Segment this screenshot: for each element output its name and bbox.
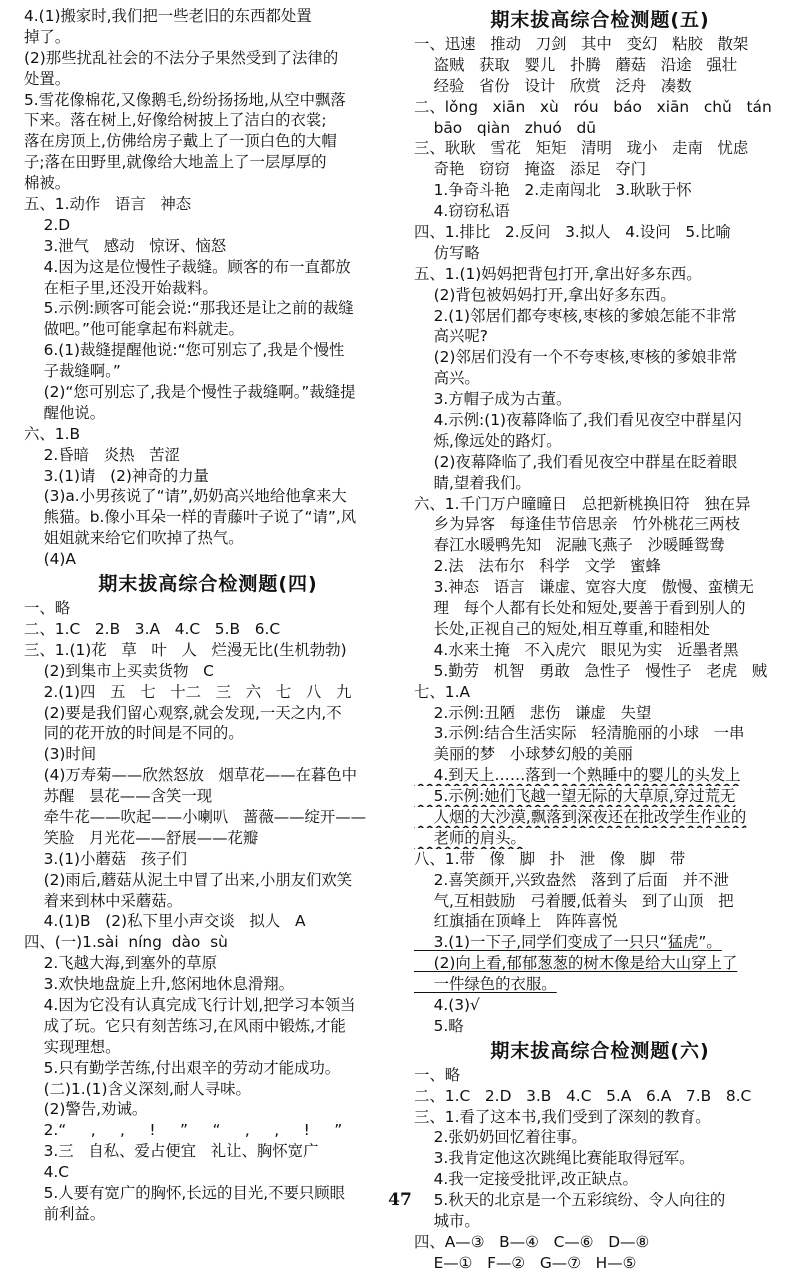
- answer-line: 三、耿耿 雪花 矩矩 清明 珑小 走南 忧虑: [414, 139, 749, 158]
- answer-line: 一、略: [414, 1065, 461, 1084]
- answer-line: 4.(1)搬家时,我们把一些老旧的东西都处置: [24, 7, 312, 25]
- answer-line: (2)要是我们留心观察,就会发现,一天之内,不: [24, 703, 342, 722]
- answer-line: 4.因为它没有认真完成飞行计划,把学习本领当: [24, 995, 356, 1014]
- answer-line: 3.(1)小蘑菇 孩子们: [24, 849, 188, 868]
- answer-line: 七、1.A: [414, 682, 470, 701]
- answer-line: (2)背包被妈妈打开,拿出好多东西。: [414, 285, 676, 304]
- answer-line: 下来。落在树上,好像给树披上了洁白的衣裳;: [24, 111, 327, 130]
- answer-line: 6.(1)裁缝提醒他说:“您可别忘了,我是个慢性: [24, 341, 345, 360]
- answer-line: 牵牛花——吹起——小喇叭 蔷薇——绽开——: [24, 807, 367, 826]
- answer-line: (3)a.小男孩说了“请”,奶奶高兴地给他拿来大: [24, 487, 347, 506]
- answer-line: 1.争奇斗艳 2.走南闯北 3.耿耿于怀: [414, 181, 692, 200]
- section-title: 期末拔高综合检测题(五): [490, 9, 710, 31]
- answer-line: 着来到林中采蘑菇。: [24, 891, 183, 910]
- answer-line: 5.示例:她们飞越一望无际的大草原,穿过荒无: [414, 787, 736, 806]
- answer-line: (2)“您可别忘了,我是个慢性子裁缝啊。”裁缝提: [24, 383, 356, 402]
- answer-line: 二、1.C 2.D 3.B 4.C 5.A 6.A 7.B 8.C: [414, 1086, 752, 1105]
- answer-line: 四、(一)1.sài níng dào sù: [24, 933, 228, 952]
- answer-line: 同的花开放的时间是不同的。: [24, 724, 244, 743]
- answer-line: 2.示例:丑陋 悲伤 谦虚 失望: [414, 703, 652, 722]
- answer-line: 实现理想。: [24, 1037, 121, 1056]
- answer-line: 2.张奶奶回忆着往事。: [414, 1128, 587, 1147]
- answer-line: 2.“ , , ! ” “ , , ! ”: [24, 1121, 343, 1140]
- answer-line: 城市。: [414, 1211, 480, 1230]
- answer-line: 八、1.带 像 脚 扑 泄 像 脚 带: [414, 849, 686, 868]
- answer-line: (2)警告,劝诫。: [24, 1100, 148, 1119]
- answer-line: 三、1.(1)花 草 叶 人 烂漫无比(生机勃勃): [24, 640, 347, 659]
- answer-line: 子裁缝啊。”: [24, 362, 121, 381]
- answer-line: 高兴。: [414, 369, 480, 388]
- answer-line: 红旗插在顶峰上 阵阵喜悦: [414, 912, 618, 931]
- answer-line: 五、1.动作 语言 神态: [24, 195, 192, 214]
- answer-line: 长处,正视自己的短处,相互尊重,和睦相处: [414, 619, 710, 638]
- answer-line: 2.飞越大海,到塞外的草原: [24, 954, 218, 973]
- answer-line: 4.我一定接受批评,改正缺点。: [414, 1170, 638, 1189]
- answer-line: E—① F—② G—⑦ H—⑤: [414, 1253, 637, 1272]
- answer-line: 熊猫。b.像小耳朵一样的青藤叶子说了“请”,风: [24, 508, 357, 527]
- answer-line: 高兴呢?: [414, 327, 488, 346]
- answer-line: 3.方帽子成为古董。: [414, 390, 572, 409]
- answer-line: 5.人要有宽广的胸怀,长远的目光,不要只顾眼: [24, 1183, 346, 1202]
- answer-line: 奇艳 窃窃 掩盗 添足 夺门: [414, 160, 647, 179]
- answer-line: (2)邻居们没有一个不夸枣核,枣核的爹娘非常: [414, 348, 738, 367]
- answer-line: 3.我肯定他这次跳绳比赛能取得冠军。: [414, 1149, 695, 1168]
- answer-line: 二、1.C 2.B 3.A 4.C 5.B 6.C: [24, 619, 281, 638]
- answer-line: 四、1.排比 2.反问 3.拟人 4.设问 5.比喻: [414, 223, 731, 242]
- left-column: [24, 6, 392, 1225]
- answer-line: 老师的肩头。: [414, 828, 526, 847]
- answer-line: 五、1.(1)妈妈把背包打开,拿出好多东西。: [414, 264, 702, 283]
- answer-line: bāo qiàn zhuó dū: [414, 118, 596, 137]
- answer-line: 在柜子里,还没开始裁料。: [24, 278, 218, 297]
- answer-line: 前利益。: [24, 1204, 106, 1223]
- answer-line: 六、1.B: [24, 424, 81, 443]
- answer-line: 一、略: [24, 599, 71, 618]
- answer-line: 4.水来土掩 不入虎穴 眼见为实 近墨者黑: [414, 640, 739, 659]
- answer-line: 5.示例:顾客可能会说:“那我还是让之前的裁缝: [24, 299, 354, 318]
- answer-line: 5.略: [414, 1016, 464, 1035]
- answer-line: 笑脸 月光花——舒展——花瓣: [24, 828, 259, 847]
- answer-line: 一件绿色的衣服。: [414, 975, 557, 994]
- answer-line: 烁,像远处的路灯。: [414, 431, 562, 450]
- answer-line: 4.(3)√: [414, 995, 480, 1014]
- answer-line: (2)那些扰乱社会的不法分子果然受到了法律的: [24, 48, 339, 67]
- answer-line: 仿写略: [414, 243, 480, 262]
- section-title: 期末拔高综合检测题(四): [98, 573, 318, 596]
- answer-line: 处置。: [24, 69, 71, 88]
- answer-line: 4.示例:(1)夜幕降临了,我们看见夜空中群星闪: [414, 411, 742, 430]
- answer-line: 4.窃窃私语: [414, 202, 510, 221]
- answer-line: 棉被。: [24, 174, 71, 193]
- section-title: 期末拔高综合检测题(六): [490, 1039, 710, 1062]
- answer-line: 3.(1)请 (2)神奇的力量: [24, 466, 209, 485]
- answer-line: (4)万寿菊——欣然怒放 烟草花——在暮色中: [24, 766, 358, 785]
- answer-line: 理 每个人都有长处和短处,要善于看到别人的: [414, 599, 746, 618]
- answer-line: 5.只有勤学苦练,付出艰辛的劳动才能成功。: [24, 1058, 341, 1077]
- answer-line: 乡为异客 每逢佳节倍思亲 竹外桃花三两枝: [414, 515, 740, 534]
- answer-line: (4)A: [24, 550, 76, 569]
- answer-line: 4.C: [24, 1163, 69, 1182]
- answer-line: 3.(1)一下子,同学们变成了一只只“猛虎”。: [414, 933, 722, 952]
- answer-line: 成了玩。它只有刻苦练习,在风雨中锻炼,才能: [24, 1016, 346, 1035]
- answer-line: 子;落在田野里,就像给大地盖上了一层厚厚的: [24, 153, 327, 172]
- answer-line: 六、1.千门万户曈曈日 总把新桃换旧符 独在异: [414, 494, 751, 513]
- answer-line: 春江水暖鸭先知 泥融飞燕子 沙暖睡鸳鸯: [414, 536, 725, 555]
- answer-line: 盗贼 获取 婴儿 扑腾 蘑菇 沿途 强壮: [414, 55, 738, 74]
- answer-line: 2.法 法布尔 科学 文学 蜜蜂: [414, 557, 661, 576]
- answer-line: 4.因为这是位慢性子裁缝。顾客的布一直都放: [24, 257, 351, 276]
- answer-line: 苏醒 昙花——含笑一现: [24, 787, 213, 806]
- answer-line: 睛,望着我们。: [414, 473, 531, 492]
- answer-line: 四、A—③ B—④ C—⑥ D—⑧: [414, 1232, 650, 1251]
- answer-line: (2)夜幕降临了,我们看见夜空中群星在眨着眼: [414, 452, 738, 471]
- answer-line: 做吧。”他可能拿起布料就走。: [24, 320, 244, 339]
- answer-line: 2.昏暗 炎热 苦涩: [24, 445, 180, 464]
- answer-line: 气,互相鼓励 弓着腰,低着头 到了山顶 把: [414, 891, 734, 910]
- answer-line: 二、lǒng xiān xù róu báo xiān chǔ tán: [414, 97, 772, 116]
- answer-line: 3.泄气 感动 惊讶、恼怒: [24, 236, 227, 255]
- answer-line: 一、迅速 推动 刀剑 其中 变幻 粘胶 散架: [414, 35, 749, 53]
- answer-line: 三、1.看了这本书,我们受到了深刻的教育。: [414, 1107, 711, 1126]
- answer-line: (2)到集市上买卖货物 C: [24, 661, 214, 680]
- answer-line: 经验 省份 设计 欣赏 泛舟 凑数: [414, 76, 692, 95]
- answer-line: 2.(1)邻居们都夸枣核,枣核的爹娘怎能不非常: [414, 306, 737, 325]
- answer-line: 3.欢快地盘旋上升,悠闲地休息滑翔。: [24, 975, 295, 994]
- answer-line: 落在房顶上,仿佛给房子戴上了一顶白色的大帽: [24, 132, 337, 151]
- answer-line: (二)1.(1)含义深刻,耐人寻味。: [24, 1079, 251, 1098]
- answer-line: 2.D: [24, 215, 71, 234]
- answer-line: 2.(1)四 五 七 十二 三 六 七 八 九: [24, 682, 352, 701]
- right-column: [414, 6, 786, 1274]
- answer-line: 3.神态 语言 谦虚、宽容大度 傲慢、蛮横无: [414, 578, 754, 597]
- answer-line: 3.示例:结合生活实际 轻清脆丽的小球 一串: [414, 724, 745, 743]
- answer-line: (3)时间: [24, 745, 97, 764]
- answer-line: 4.到天上……落到一个熟睡中的婴儿的头发上: [414, 766, 741, 785]
- page-number: 47: [388, 1190, 412, 1210]
- answer-line: 掉了。: [24, 27, 71, 46]
- answer-line: 姐姐就来给它们吹掉了热气。: [24, 529, 244, 548]
- answer-line: (2)雨后,蘑菇从泥土中冒了出来,小朋友们欢笑: [24, 870, 353, 889]
- answer-line: 5.勤劳 机智 勇敢 急性子 慢性子 老虎 贼: [414, 661, 768, 680]
- answer-line: 5.秋天的北京是一个五彩缤纷、令人向往的: [414, 1191, 726, 1210]
- answer-line: (2)向上看,郁郁葱葱的树木像是给大山穿上了: [414, 954, 738, 973]
- answer-line: 5.雪花像棉花,又像鹅毛,纷纷扬扬地,从空中飘落: [24, 90, 346, 109]
- answer-line: 4.(1)B (2)私下里小声交谈 拟人 A: [24, 912, 306, 931]
- answer-line: 人烟的大沙漠,飘落到深夜还在批改学生作业的: [414, 807, 747, 826]
- answer-line: 醒他说。: [24, 403, 106, 422]
- answer-line: 2.喜笑颜开,兴致盎然 落到了后面 并不泄: [414, 870, 729, 889]
- answer-line: 美丽的梦 小球梦幻般的美丽: [414, 745, 633, 764]
- answer-line: 3.三 自私、爱占便宜 礼让、胸怀宽广: [24, 1142, 319, 1161]
